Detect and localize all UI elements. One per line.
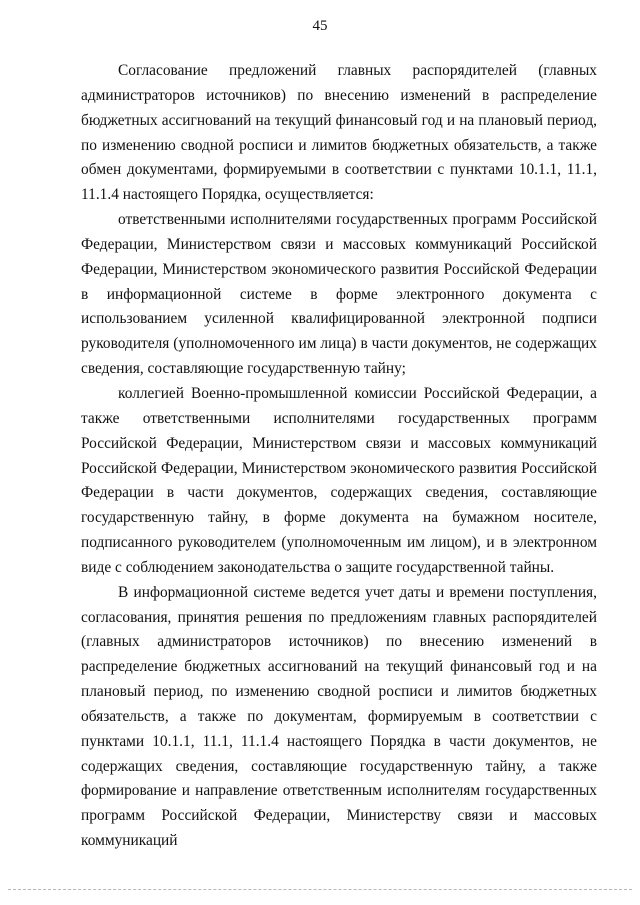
scan-edge-line xyxy=(8,889,632,890)
page-number: 45 xyxy=(312,18,328,34)
paragraph-electronic-document: ответственными исполнителями государственных программ Российской Федерации, Министерством связи и массовых коммуникаций Российской Федерации, Министерством экономического развития Российской Федерации в информационной системе в форме электронного документа с использованием усиленной квалифицированной электронной подписи руководителя (уполномоченного им лица) в части документов, не содержащих сведения, составляющие государственную тайну; xyxy=(81,211,597,378)
paragraph-state-secret-documents: коллегией Военно-промышленной комиссии Российской Федерации, а также ответственными исполнителями государственных программ Российской Федерации, Министерством связи и массовых коммуникаций Российской Федерации, Министерством экономического развития Российской Федерации в части документов, содержащих сведения, составляющие государственную тайну, в форме документа на бумажном носителе, подписанного руководителем (уполномоченным им лицом), и в электронном виде с соблюдением законодательства о защите государственной тайны. xyxy=(81,384,597,576)
paragraph-information-system-records: В информационной системе ведется учет даты и времени поступления, согласования, принятия решения по предложениям главных распорядителей (главных администраторов источников) по внесению изменений в распределение бюджетных ассигнований на текущий финансовый год и на плановый период, по изменению сводной росписи и лимитов бюджетных обязательств, а также по документам, формируемым в соответствии с пунктами 10.1.1, 11.1, 11.1.4 настоящего Порядка в части документов, не содержащих сведения, составляющие государственную тайну, а также формирование и направление ответственным исполнителям государственных программ Российской Федерации, Министерству связи и массовых коммуникаций xyxy=(81,583,597,850)
document-body xyxy=(81,59,597,854)
paragraph-approval-procedure: Согласование предложений главных распорядителей (главных администраторов источников) по внесению изменений в распределение бюджетных ассигнований на текущий финансовый год и на плановый период, по изменению сводной росписи и лимитов бюджетных обязательств, а также обмен документами, формируемыми в соответствии с пунктами 10.1.1, 11.1, 11.1.4 настоящего Порядка, осуществляется: xyxy=(81,62,597,204)
